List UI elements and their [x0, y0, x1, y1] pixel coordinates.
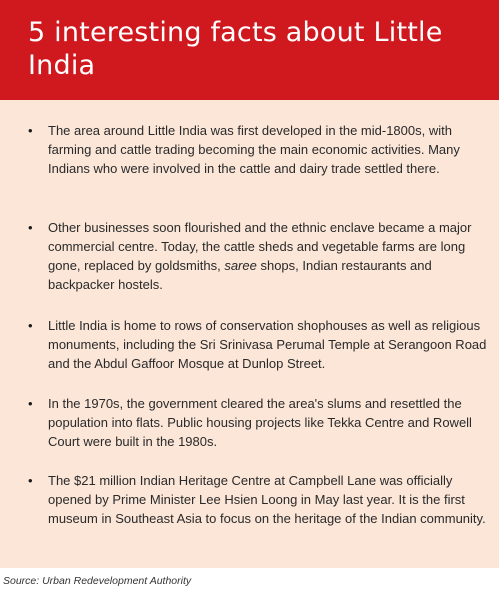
- bullet-icon: •: [28, 220, 33, 235]
- fact-text-4: In the 1970s, the government cleared the area's slums and resettled the population into flats. Public housing projects like Tekka Centre and Rowell Court were built in the 1980s.: [48, 396, 472, 449]
- page-title: 5 interesting facts about Little India: [28, 17, 443, 81]
- fact-text-2-start: Other businesses soon flourished and the ethnic enclave became a major commercial centre. Today, the cattle sheds and vegetable farms are long gone, replaced by goldsmiths,: [48, 220, 472, 273]
- fact-text-1: The area around Little India was first developed in the mid-1800s, with farming and cattle trading becoming the main economic activities. Many Indians who were involved in the cattle and dairy trade settled there.: [48, 123, 460, 176]
- bullet-icon: •: [28, 123, 33, 138]
- fact-text-2-italic: saree: [224, 258, 257, 273]
- fact-text-2-end: shops, Indian restaurants and backpacker hostels.: [48, 258, 432, 292]
- bullet-icon: •: [28, 318, 33, 333]
- title-banner: [0, 0, 499, 100]
- fact-text-2: [48, 218, 490, 294]
- source-caption: Source: Urban Redevelopment Authority: [3, 575, 192, 587]
- bullet-icon: •: [28, 396, 33, 411]
- fact-text-5: The $21 million Indian Heritage Centre at Campbell Lane was officially opened by Prime Minister Lee Hsien Loong in May last year. It is the first museum in Southeast Asia to focus on the heritage of the Indian community.: [48, 473, 486, 526]
- fact-text-3: Little India is home to rows of conservation shophouses as well as religious monuments, including the Sri Srinivasa Perumal Temple at Serangoon Road and the Abdul Gaffoor Mosque at Dunlop Street.: [48, 318, 487, 371]
- bullet-icon: •: [28, 473, 33, 488]
- facts-panel: [0, 100, 499, 568]
